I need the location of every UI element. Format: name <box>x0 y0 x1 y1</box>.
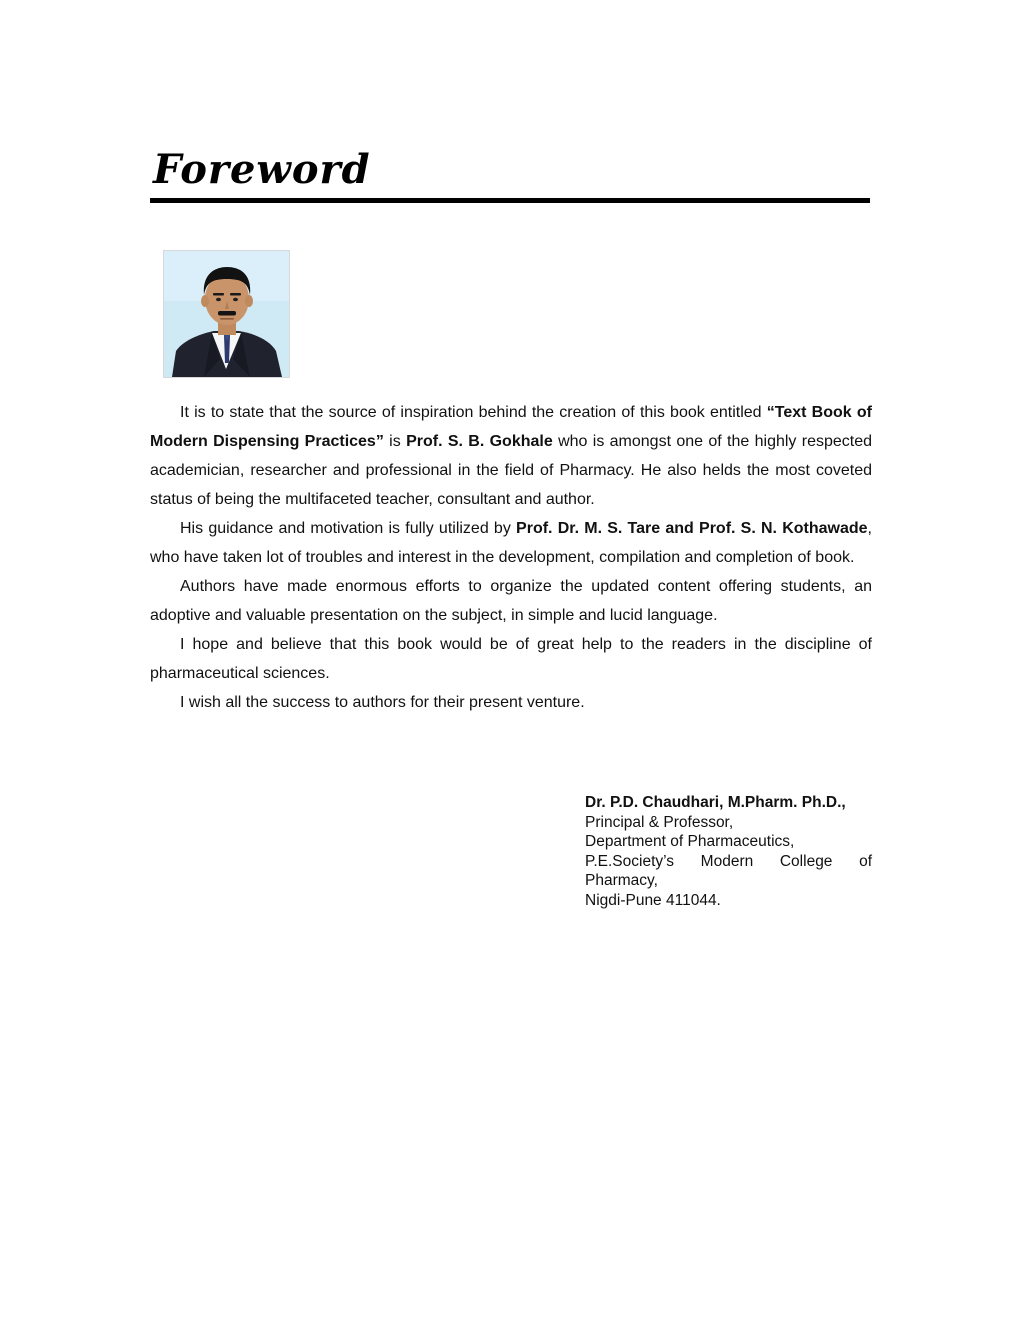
paragraph <box>150 514 872 572</box>
signature-line: P.E.Society’s Modern College of <box>585 852 872 870</box>
paragraph <box>150 398 872 514</box>
page-title: Foreword <box>153 146 371 193</box>
paragraph <box>150 630 872 688</box>
author-portrait-photo <box>163 250 290 378</box>
portrait-illustration <box>164 251 289 377</box>
signature-line: Principal & Professor, <box>585 813 734 831</box>
signature-block <box>585 793 872 910</box>
bold-text-segment: Prof. S. B. Gokhale <box>406 433 553 450</box>
signature-line: Department of Pharmaceutics, <box>585 833 795 850</box>
signature-line: Dr. P.D. Chaudhari, M.Pharm. Ph.D., <box>585 794 846 811</box>
text-segment: It is to state that the source of inspiration behind the creation of this book entitled <box>180 404 767 421</box>
text-segment: I hope and believe that this book would be of great help to the readers in the discipline of pharmaceutical sciences. <box>150 636 872 682</box>
text-segment: Authors have made enormous efforts to organize the updated content offering students, an adoptive and valuable presentation on the subject, in simple and lucid language. <box>150 578 872 624</box>
paragraph <box>150 572 872 630</box>
signature-line: Nigdi-Pune 411044. <box>585 891 721 909</box>
text-segment: His guidance and motivation is fully utilized by <box>180 520 517 537</box>
text-segment: , who have taken lot of troubles and interest in the development, compilation and completion of book. <box>150 520 872 566</box>
heading-rule <box>150 198 870 203</box>
bold-text-segment: “Text Book of Modern Dispensing Practices” <box>150 404 872 450</box>
signature-line: Pharmacy, <box>585 872 658 889</box>
text-segment: I wish all the success to authors for their present venture. <box>180 694 585 711</box>
text-segment: who is amongst one of the highly respected academician, researcher and professional in the field of Pharmacy. He also helds the most coveted status of being the multifaceted teacher, consultant and author. <box>150 433 873 508</box>
paragraph <box>150 688 872 717</box>
foreword-body <box>150 398 872 717</box>
text-segment: is <box>383 433 407 450</box>
bold-text-segment: Prof. Dr. M. S. Tare and Prof. S. N. Kothawade <box>516 520 868 537</box>
